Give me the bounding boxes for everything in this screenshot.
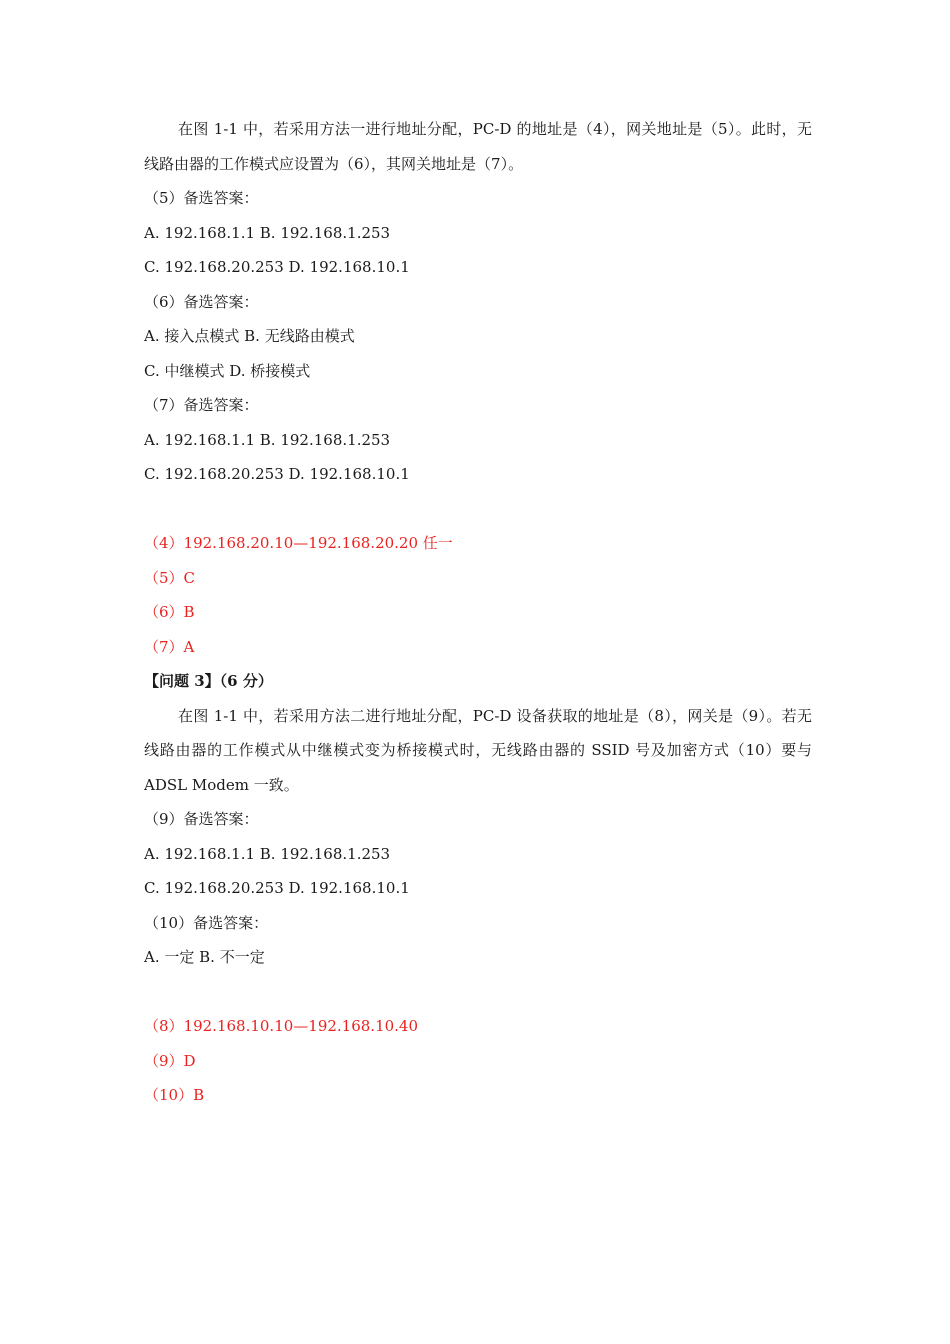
q6-options-row-1: A. 接入点模式 B. 无线路由模式 [144,327,355,345]
answer-10: （10）B [144,1086,205,1104]
spacer [144,975,812,1010]
q5-options-row-2: C. 192.168.20.253 D. 192.168.10.1 [144,258,410,276]
spacer [144,492,812,527]
answer-9: （9）D [144,1051,196,1070]
answer-5: （5）C [144,568,196,587]
q7-options-row-1: A. 192.168.1.1 B. 192.168.1.253 [144,430,391,449]
answer-8: （8）192.168.10.10—192.168.10.40 [144,1017,419,1035]
question-3-heading: 【问题 3】（6 分） [144,672,273,690]
question-3-paragraph: 在图 1-1 中，若采用方法二进行地址分配，PC-D 设备获取的地址是（8），网关是（9）。若无线路由器的工作模式从中继模式变为桥接模式时，无线路由器的 SSID 号及加密方式（10）要与 ADSL Modem 一致。 [144,706,812,794]
q5-options-row-1: A. 192.168.1.1 B. 192.168.1.253 [144,223,391,242]
q9-options-header: （9）备选答案： [144,810,259,828]
question-2-paragraph: 在图 1-1 中，若采用方法一进行地址分配，PC-D 的地址是（4），网关地址是（5）。此时，无线路由器的工作模式应设置为（6），其网关地址是（7）。 [144,120,812,173]
answer-6: （6）B [144,603,195,621]
q7-options-row-2: C. 192.168.20.253 D. 192.168.10.1 [144,465,410,483]
q5-options-header: （5）备选答案： [144,189,259,207]
document-page [144,112,812,1113]
answer-4: （4）192.168.20.10—192.168.20.20 任一 [144,534,453,552]
q6-options-row-2: C. 中继模式 D. 桥接模式 [144,361,311,380]
answer-7: （7）A [144,637,195,656]
q10-options-header: （10）备选答案： [144,913,269,932]
q10-options-row-1: A. 一定 B. 不一定 [144,948,265,966]
q7-options-header: （7）备选答案： [144,396,259,414]
q9-options-row-1: A. 192.168.1.1 B. 192.168.1.253 [144,844,391,863]
q9-options-row-2: C. 192.168.20.253 D. 192.168.10.1 [144,879,410,897]
q6-options-header: （6）备选答案： [144,292,259,311]
